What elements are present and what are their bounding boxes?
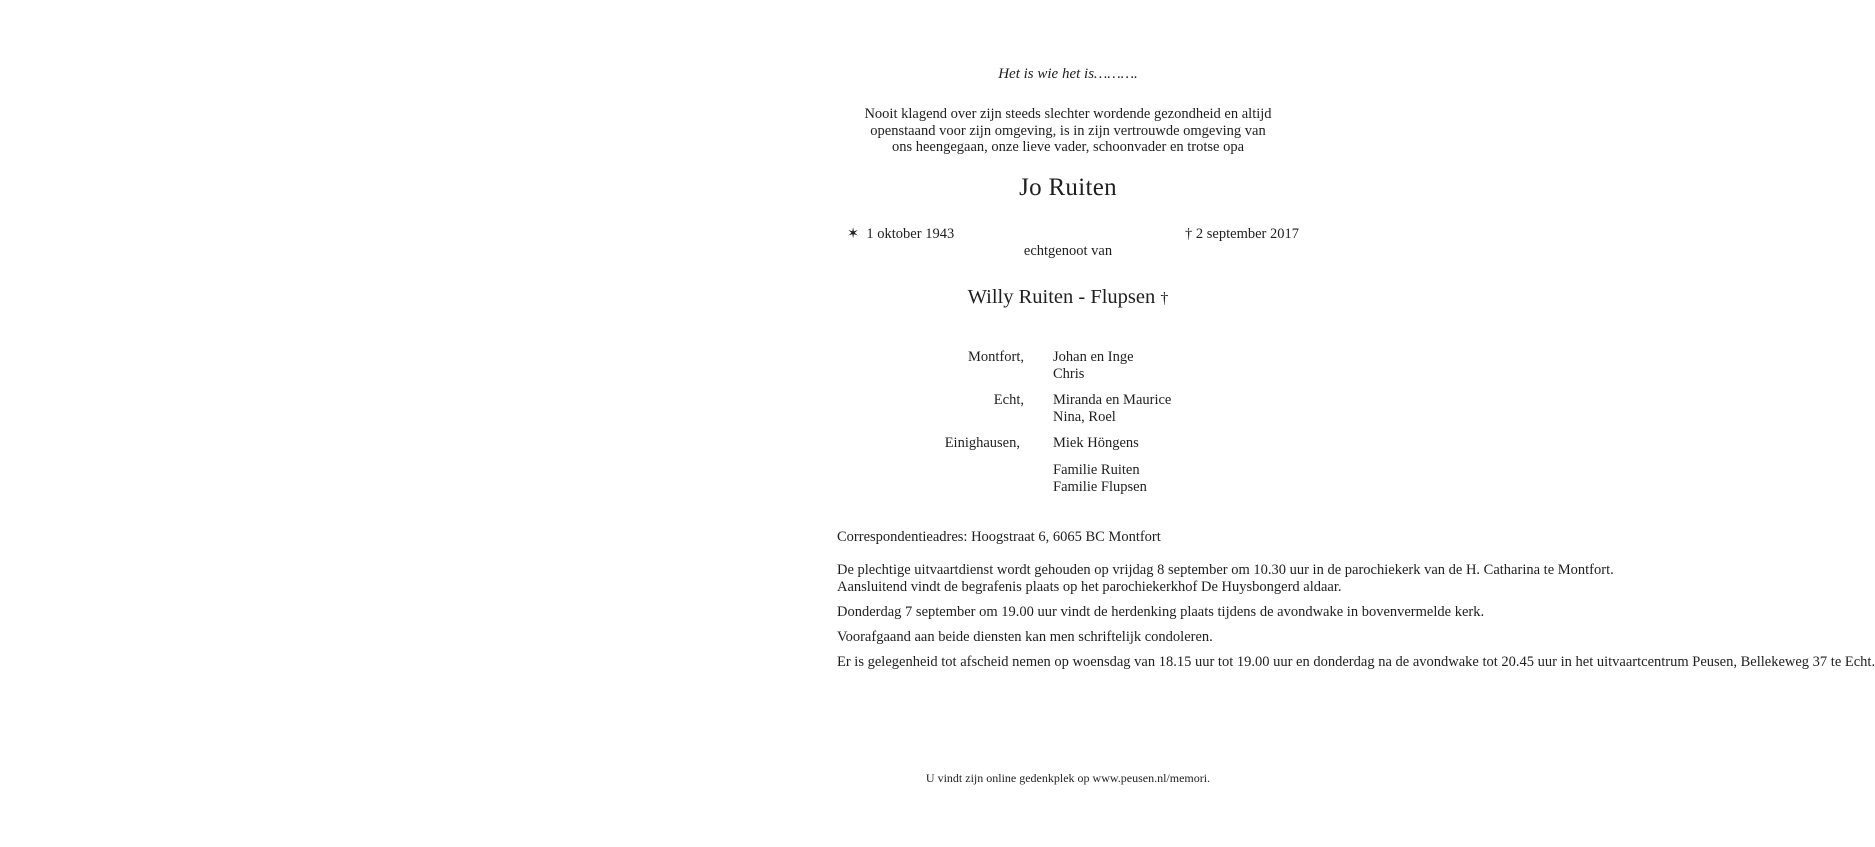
family-member: Chris [1053, 365, 1085, 382]
paragraph-service: De plechtige uitvaartdienst wordt gehouden op vrijdag 8 september om 10.30 uur in de parochiekerk van de H. Catharina te Montfort. [837, 562, 1614, 578]
family-member: Familie Flupsen [1053, 478, 1147, 495]
death-date: 2 september 2017 [1195, 226, 1299, 242]
intro-line: Nooit klagend over zijn steeds slechter wordende gezondheid en altijd [864, 106, 1272, 122]
death-date-line [1150, 226, 1299, 243]
paragraph-farewell: Er is gelegenheid tot afscheid nemen op woensdag van 18.15 uur tot 19.00 uur en donderdag na de avondwake tot 20.45 uur in het uitvaartcentrum Peusen, Bellekeweg 37 te Echt. [837, 653, 1875, 670]
intro-text [837, 106, 1299, 156]
birth-date: 1 oktober 1943 [866, 226, 955, 242]
paragraph-condolences: Voorafgaand aan beide diensten kan men schriftelijk condoleren. [837, 628, 1213, 645]
spouse-line [837, 284, 1299, 312]
motto: Het is wie het is………. [998, 66, 1138, 82]
family-place: Echt, [993, 392, 1024, 408]
family-member: Familie Ruiten [1053, 462, 1140, 478]
online-memorial-note: U vindt zijn online gedenkplek op www.peusen.nl/memori. [925, 771, 1211, 785]
ceremony-details [837, 562, 1875, 679]
spouse-name: Willy Ruiten - Flupsen [967, 286, 1156, 308]
family-place: Montfort, [968, 349, 1024, 365]
family-member: Miranda en Maurice [1053, 392, 1172, 408]
intro-line: openstaand voor zijn omgeving, is in zijn vertrouwde omgeving van [870, 122, 1266, 139]
family-names [1053, 462, 1147, 495]
family-names [1053, 349, 1134, 382]
death-cross-icon: † [1185, 226, 1193, 242]
birth-star-icon: ✶ [847, 226, 860, 242]
family-names [1053, 392, 1171, 425]
family-member: Johan en Inge [1053, 349, 1134, 365]
deceased-name: Jo Ruiten [1019, 174, 1117, 201]
birth-date-line [847, 226, 954, 243]
correspondence-address: Correspondentieadres: Hoogstraat 6, 6065 BC Montfort [837, 529, 1161, 545]
family-names [1053, 435, 1139, 452]
family-place: Einighausen, [944, 435, 1020, 451]
spouse-cross-icon: † [1160, 290, 1169, 307]
paragraph-vigil: Donderdag 7 september om 19.00 uur vindt de herdenking plaats tijdens de avondwake in bovenvermelde kerk. [837, 603, 1485, 620]
spouse-intro: echtgenoot van [1023, 243, 1113, 259]
paragraph-burial: Aansluitend vindt de begrafenis plaats op het parochiekerkhof De Huysbongerd aldaar. [837, 578, 1342, 595]
family-member: Miek Höngens [1053, 435, 1139, 451]
family-member: Nina, Roel [1053, 408, 1116, 425]
intro-line: ons heengegaan, onze lieve vader, schoonvader en trotse opa [891, 139, 1245, 156]
